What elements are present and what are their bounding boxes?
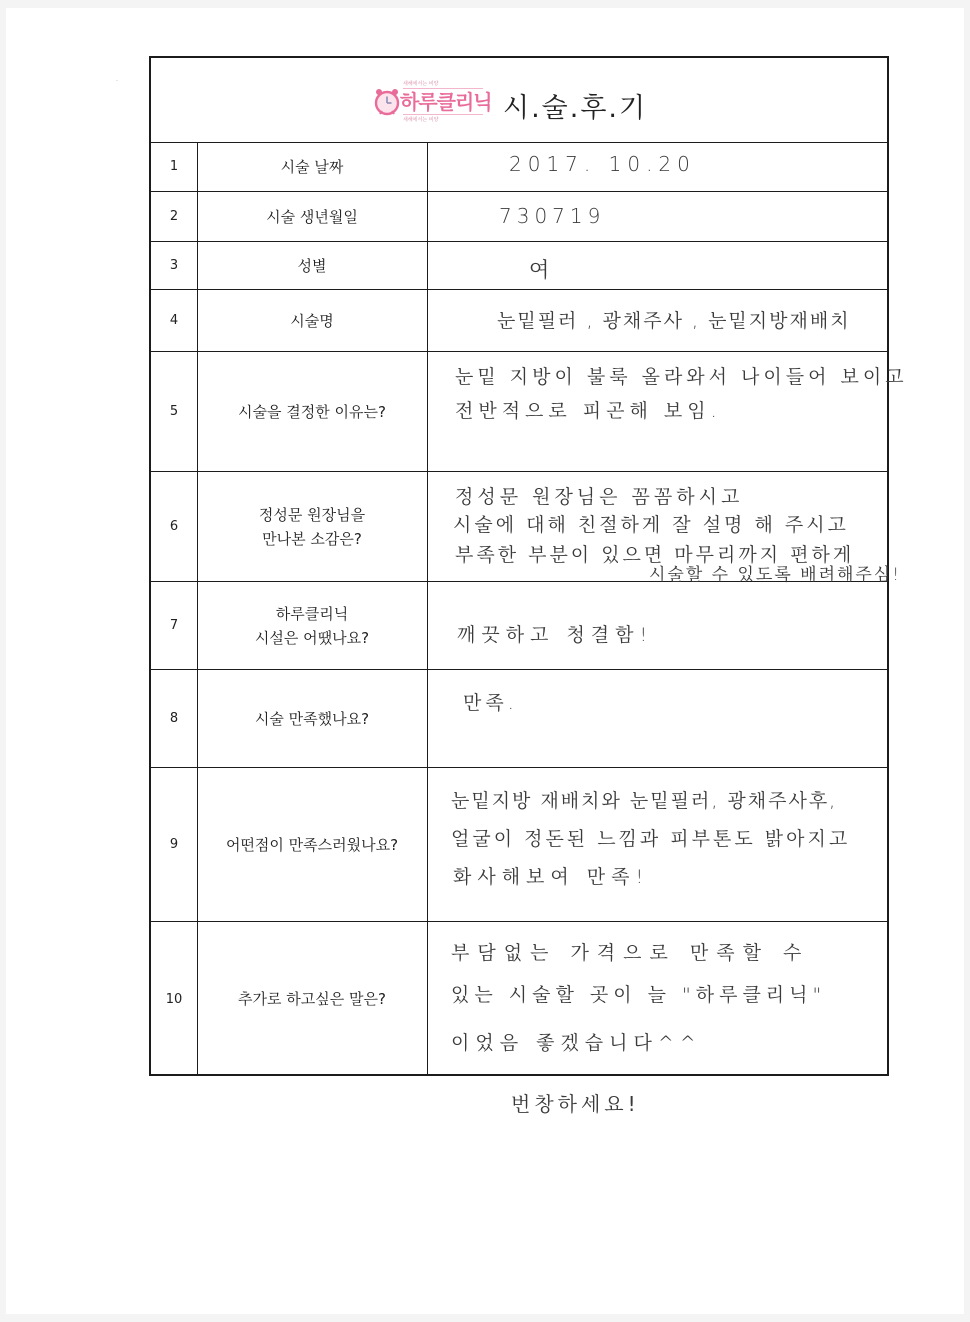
brand-name: 하루클리닉	[400, 90, 492, 114]
handwritten-answer-line: 얼굴이 정돈된 느낌과 피부톤도 밝아지고	[451, 828, 851, 850]
form-row	[151, 670, 887, 768]
handwritten-answer: 여	[529, 258, 555, 282]
brand-tagline-top: 새해에서는 비양	[403, 81, 439, 87]
handwritten-answer: 눈밑필러 , 광채주사 , 눈밑지방재배치	[497, 310, 851, 332]
answer-cell	[427, 192, 887, 241]
handwritten-answer-line: 전반적으로 피곤해 보임.	[455, 400, 722, 422]
form-row	[151, 352, 908, 472]
form-row	[151, 582, 887, 670]
handwritten-answer-line: 이었음 좋겠습니다^^	[451, 1032, 702, 1054]
form-row	[151, 290, 887, 352]
brand-rule-bottom	[403, 114, 483, 115]
row-number: 1	[151, 142, 198, 191]
form-row	[151, 242, 887, 290]
answer-cell	[427, 670, 887, 767]
handwritten-answer: 730719	[499, 204, 606, 228]
scan-speck: ·	[116, 78, 118, 85]
alarm-clock-icon	[373, 88, 401, 116]
answer-cell	[427, 472, 902, 585]
handwritten-answer: 2017. 10.20	[509, 152, 696, 176]
question-label: 시술 생년월일	[197, 192, 428, 241]
handwritten-answer-line: 부족한 부분이 있으면 마무리까지 편하게	[455, 544, 855, 566]
handwritten-answer-line: 눈밑지방 재배치와 눈밑필러, 광채주사후,	[451, 790, 838, 812]
question-label: 어떤점이 만족스러웠나요?	[197, 768, 428, 921]
handwritten-answer-line: 화사해보여 만족!	[453, 866, 650, 888]
handwritten-answer-line: 부담없는 가격으로 만족할 수	[451, 942, 810, 964]
form-row	[151, 922, 887, 1076]
answer-cell	[427, 768, 887, 921]
brand-tagline-bottom: 새해에서는 비양	[403, 117, 439, 123]
handwritten-answer-line: 있는 시술할 곳이 늘 "하루클리닉"	[451, 984, 827, 1006]
handwritten-answer: 깨끗하고 청결함!	[457, 624, 654, 646]
handwritten-answer-line: 시술에 대해 친절하게 잘 설명 해 주시고	[453, 514, 849, 536]
form-title: 시.술.후.기	[503, 93, 648, 124]
question-label: 시술 날짜	[197, 142, 428, 191]
handwritten-answer-line: 정성문 원장님은 꼼꼼하시고	[455, 486, 744, 508]
form-row	[151, 192, 887, 242]
row-number: 5	[151, 352, 198, 471]
row-number: 7	[151, 582, 198, 669]
handwritten-answer-line: 시술할 수 있도록 배려해주심!	[649, 565, 902, 585]
answer-cell	[427, 352, 908, 471]
question-label: 하루클리닉 시설은 어땠나요?	[197, 582, 428, 669]
question-label: 추가로 하고싶은 말은?	[197, 922, 428, 1076]
answer-cell	[427, 922, 887, 1076]
review-sheet	[6, 8, 964, 1314]
row-number: 4	[151, 290, 198, 351]
answer-cell	[427, 242, 887, 289]
handwritten-answer-line: 눈밑 지방이 불룩 올라와서 나이들어 보이고	[455, 366, 908, 388]
row-number: 3	[151, 242, 198, 289]
clinic-logo	[373, 80, 492, 124]
handwritten-signoff: 번창하세요!	[511, 1092, 640, 1116]
review-form-table	[149, 56, 908, 1076]
answer-cell	[427, 290, 887, 351]
form-row	[151, 472, 902, 585]
answer-cell	[427, 142, 887, 191]
handwritten-answer: 만족.	[463, 692, 518, 714]
answer-cell	[427, 582, 887, 669]
row-number: 6	[151, 472, 198, 581]
row-number: 2	[151, 192, 198, 241]
form-header	[151, 58, 887, 143]
question-label: 정성문 원장님을 만나본 소감은?	[197, 472, 428, 581]
form-row	[151, 768, 887, 922]
row-number: 9	[151, 768, 198, 921]
question-label: 시술명	[197, 290, 428, 351]
question-label: 시술을 결정한 이유는?	[197, 352, 428, 471]
row-number: 10	[151, 922, 198, 1076]
question-label: 성별	[197, 242, 428, 289]
form-row	[151, 142, 887, 192]
question-label: 시술 만족했나요?	[197, 670, 428, 767]
row-number: 8	[151, 670, 198, 767]
